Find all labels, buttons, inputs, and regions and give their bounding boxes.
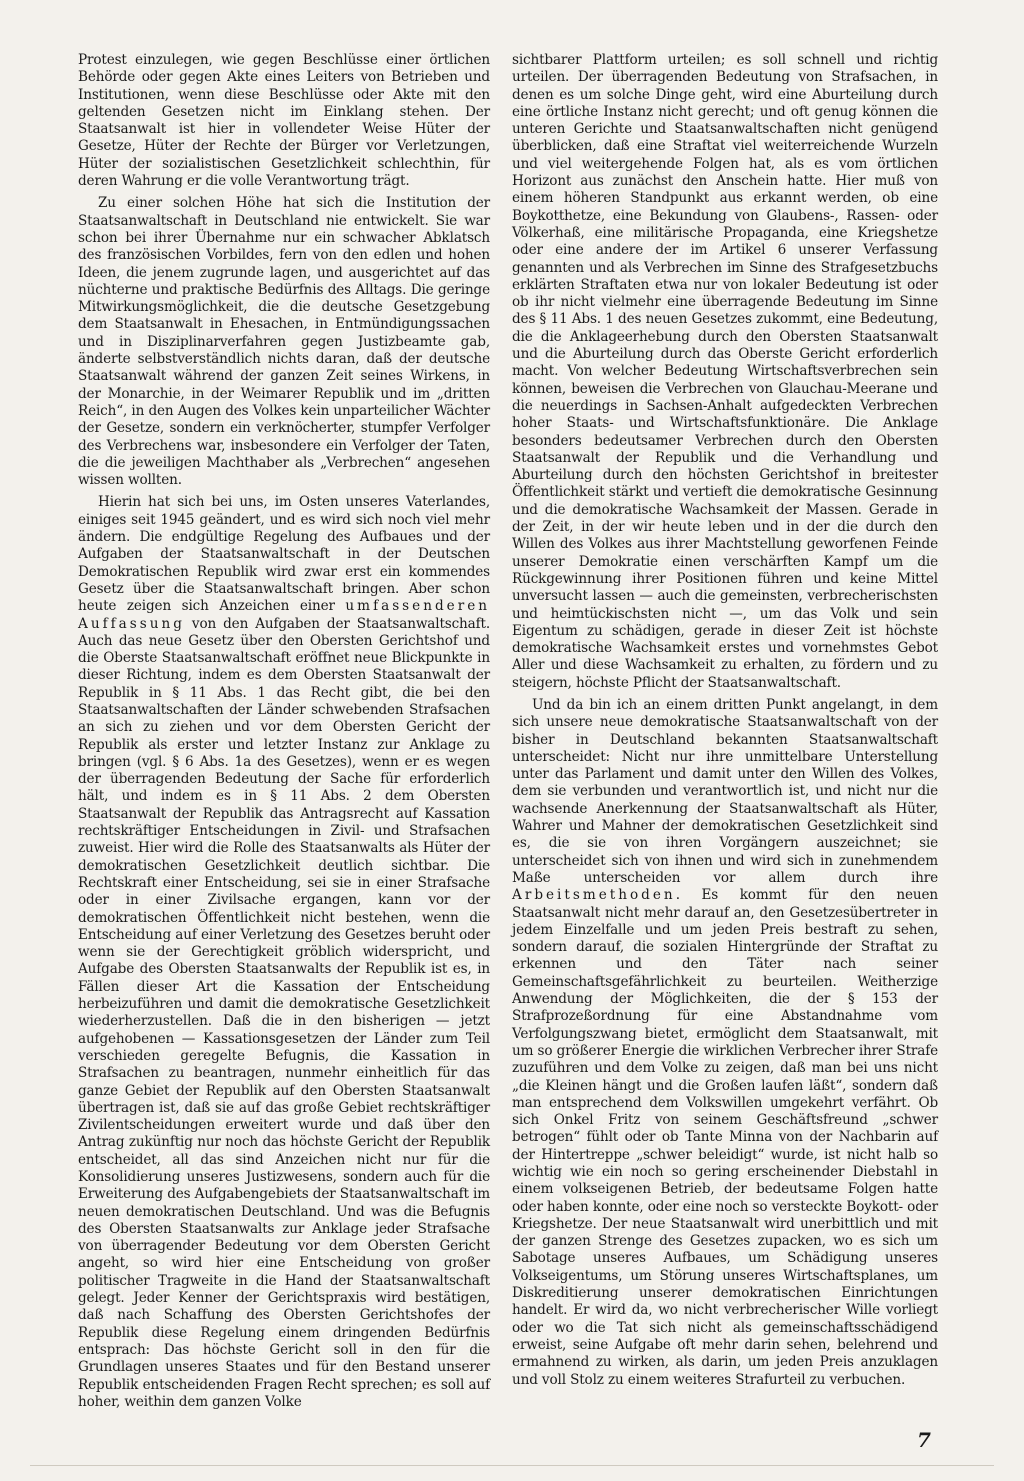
bottom-rule xyxy=(30,1465,994,1466)
paragraph: sichtbarer Plattform urteilen; es soll schnell und richtig urteilen. Der überragenden Bedeutung von Strafsachen, in denen es um solche Dinge geht, wird eine Aburteilung durch eine örtliche Instanz nicht gerecht; und oft genug können die unteren Gerichte und Staatsanwaltschaften nicht genügend überblicken, daß eine Straftat viel weiterreichende Wurzeln und viel weitergehende Folgen hat, als es vom örtlichen Horizont aus zunächst den Anschein hatte. Hier muß von einem höheren Standpunkt aus erkannt werden, ob eine Boykotthetze, eine Bekundung von Glaubens-, Rassen- oder Völkerhaß, eine militärische Propaganda, eine Kriegshetze oder eine andere der im Artikel 6 unserer Verfassung genannten und als Verbrechen im Sinne des Strafgesetzbuchs erklärten Straftaten etwa nur von lokaler Bedeutung ist oder ob ihr nicht vielmehr eine überragende Bedeutung im Sinne des § 11 Abs. 1 des neuen Gesetzes zukommt, eine Bedeutung, die die Anklageerhebung durch den Obersten Staatsanwalt und die Aburteilung durch das Oberste Gericht erforderlich macht. Von welcher Bedeutung Wirtschaftsverbrechen sein können, beweisen die Verbrechen von Glauchau-Meerane und die neuerdings in Sachsen-Anhalt aufgedeckten Verbrechen hoher Staats- und Wirtschaftsfunktionäre. Die Anklage besonders bedeutsamer Verbrechen durch den Obersten Staatsanwalt der Republik und die Verhandlung und Aburteilung durch den höchsten Gerichtshof in breitester Öffentlichkeit stärkt und vertieft die demokratische Gesinnung und die demokratische Wachsamkeit der Massen. Gerade in der Zeit, in der wir heute leben und in der die durch den Willen des Volkes aus ihrer Machtstellung geworfenen Feinde unserer Demokratie einen verschärften Kampf um die Rückgewinnung ihrer Positionen führen und keine Mittel unversucht lassen — auch die gemeinsten, verbrecherischsten und heimtückischsten nicht —, um das Volk und sein Eigentum zu schädigen, gerade in dieser Zeit ist höchste demokratische Wachsamkeit erstes und vornehmstes Gebot Aller und diese Wachsamkeit zu erhalten, zu fördern und zu steigern, höchste Pflicht der Staatsanwaltschaft. xyxy=(512,52,938,691)
text-run: Hierin hat sich bei uns, im Osten unseres Vaterlandes, einiges seit 1945 geändert, und es wird sich noch viel mehr ändern. Die endgültige Regelung des Aufbaues und der Aufgaben der Staatsanwaltschaft in der Deutschen Demokratischen Republik wird zwar erst ein kommendes Gesetz über die Staatsanwaltschaft bringen. Aber schon heute zeigen sich Anzeichen einer xyxy=(78,494,490,615)
paragraph: Zu einer solchen Höhe hat sich die Institution der Staatsanwaltschaft in Deutschland nie entwickelt. Sie war schon bei ihrer Übernahme nur ein schwacher Abklatsch des französischen Vorbildes, fern von den edlen und hohen Ideen, die jenem zugrunde lagen, und ausgerichtet auf das nüchterne und praktische Bedürfnis des Alltags. Die geringe Mitwirkungsmöglichkeit, die die deutsche Gesetzgebung dem Staatsanwalt in Ehesachen, in Entmündigungssachen und in Disziplinarverfahren gegen Justizbeamte gab, änderte selbstverständlich nichts daran, daß der deutsche Staatsanwalt während der ganzen Zeit seines Wirkens, in der Monarchie, in der Weimarer Republik und im „dritten Reich“, in den Augen des Volkes kein unparteilicher Wächter der Gesetze, sondern ein verknöcherter, stumpfer Verfolger des Verbrechens war, insbesondere ein Verfolger der Taten, die die jeweiligen Machthaber als „Verbrechen“ angesehen wissen wollten. xyxy=(78,195,490,489)
text-run: . Es kommt für den neuen Staatsanwalt nicht mehr darauf an, den Gesetzesübertreter in jedem Einzelfalle und um jeden Preis bestraft zu sehen, sondern darauf, die sozialen Hintergründe der Straftat zu erkennen und den Täter nach seiner Gemeinschaftsgefährlichkeit zu beurteilen. Weitherzige Anwendung der Möglichkeiten, die der § 153 der Strafprozeßordnung für eine Abstandnahme vom Verfolgungszwang bietet, ermöglicht dem Staatsanwalt, mit um so größerer Energie die wirklichen Verbrecher ihrer Strafe zuzuführen und dem Volke zu zeigen, daß man bei uns nicht „die Kleinen hängt und die Großen laufen läßt“, sondern daß man entsprechend dem Volkswillen umgekehrt verfährt. Ob sich Onkel Fritz von seinem Geschäftsfreund „schwer betrogen“ fühlt oder ob Tante Minna von der Nachbarin auf der Hintertreppe „schwer beleidigt“ wurde, ist nicht halb so wichtig wie ein noch so gering erscheinender Diebstahl in einem volkseigenen Betrieb, der bedeutsame Folgen hatte oder haben konnte, oder eine noch so versteckte Boykott- oder Kriegshetze. Der neue Staatsanwalt wird unerbittlich und mit der ganzen Strenge des Gesetzes zupacken, wo es sich um Sabotage unseres Aufbaues, um Schädigung unseres Volkseigentums, um Störung unseres Wirtschaftsplanes, um Diskreditierung unserer demokratischen Einrichtungen handelt. Er wird da, wo nicht verbrecherischer Wille vorliegt oder wo die Tat sich nicht als gemeinschaftsschädigend erweist, seine Aufgabe oft mehr darin sehen, belehrend und ermahnend zu wirken, als darin, um jeden Preis anzuklagen und voll Stolz zu einem weiteres Strafurteil zu verbuchen. xyxy=(512,887,938,1388)
right-column xyxy=(512,52,938,1389)
spaced-emphasis: umfassenderen Auffassung xyxy=(78,598,490,632)
text-run: von den Aufgaben der Staatsanwaltschaft. Auch das neue Gesetz über den Obersten Gerichtshof und die Oberste Staatsanwaltschaft eröffnet neue Blickpunkte in dieser Richtung, indem es dem Obersten Staatsanwalt der Republik in § 11 Abs. 1 das Recht gibt, die bei den Staatsanwaltschaften der Länder schwebenden Strafsachen an sich zu ziehen und vor dem Obersten Gericht der Republik als erster und letzter Instanz zur Anklage zu bringen (vgl. § 6 Abs. 1a des Gesetzes), wenn er es wegen der überragenden Bedeutung der Sache für erforderlich hält, und indem es in § 11 Abs. 2 dem Obersten Staatsanwalt der Republik das Antragsrecht auf Kassation rechtskräftiger Entscheidungen in Zivil- und Strafsachen zuweist. Hier wird die Rolle des Staatsanwalts als Hüter der demokratischen Gesetzlichkeit deutlich sichtbar. Die Rechtskraft einer Entscheidung, sei sie in einer Strafsache oder in einer Zivilsache ergangen, kann vor der demokratischen Öffentlichkeit nicht bestehen, wenn die Entscheidung auf einer Verletzung des Gesetzes beruht oder wenn sie der Gerechtigkeit gröblich widerspricht, und Aufgabe des Obersten Staatsanwalts der Republik ist es, in Fällen dieser Art die Kassation der Entscheidung herbeizuführen und damit die demokratische Gesetzlichkeit wiederherzustellen. Daß die in den bisherigen — jetzt aufgehobenen — Kassationsgesetzen der Länder zum Teil verschieden geregelte Befugnis, die Kassation in Strafsachen zu beantragen, nunmehr einheitlich für das ganze Gebiet der Republik auf den Obersten Staatsanwalt übertragen ist, daß sie auf das große Gebiet rechtskräftiger Zivilentscheidungen erweitert wurde und daß über den Antrag zukünftig nur noch das höchste Gericht der Republik entscheidet, all das sind Anzeichen nicht nur für die Konsolidierung unseres Justizwesens, sondern auch für die Erweiterung des Aufgabengebiets der Staatsanwaltschaft im neuen demokratischen Deutschland. Und was die Befugnis des Obersten Staatsanwalts zur Anklage jeder Strafsache von überragender Bedeutung vor dem Obersten Gericht angeht, so wird hier eine Entscheidung von großer politischer Tragweite in die Hand der Staatsanwaltschaft gelegt. Jeder Kenner der Gerichtspraxis wird bestätigen, daß nach Schaffung des Obersten Gerichtshofes der Republik diese Regelung einem dringenden Bedürfnis entsprach: Das höchste Gericht soll in den für die Grundlagen unseres Staates und für den Bestand unserer Republik entscheidenden Fragen Recht sprechen; es soll auf hoher, weithin dem ganzen Volke xyxy=(78,615,490,1410)
paragraph xyxy=(78,494,490,1411)
paragraph: Protest einzulegen, wie gegen Beschlüsse einer örtlichen Behörde oder gegen Akte eines Leiters von Betrieben und Institutionen, wenn diese Beschlüsse oder Akte mit den geltenden Gesetzen nicht im Einklang stehen. Der Staatsanwalt ist hier in vollendeter Weise Hüter der Gesetze, Hüter der Rechte der Bürger vor Verletzungen, Hüter der sozialistischen Gesetzlichkeit schlechthin, für deren Wahrung er die volle Verantwortung trägt. xyxy=(78,52,490,190)
spaced-emphasis: Arbeitsmethoden xyxy=(512,887,676,904)
page-number: 7 xyxy=(917,1428,931,1452)
paragraph xyxy=(512,697,938,1389)
left-column xyxy=(78,52,490,1411)
text-run: Und da bin ich an einem dritten Punkt angelangt, in dem sich unsere neue demokratische Staatsanwaltschaft von der bisher in Deutschland bekannten Staatsanwaltschaft unterscheidet: Nicht nur ihre unmittelbare Unterstellung unter das Parlament und damit unter den Willen des Volkes, dem sie verbunden und verantwortlich ist, und nicht nur die wachsende Anerkennung der Staatsanwaltschaft als Hüter, Wahrer und Mahner der demokratischen Gesetzlichkeit sind es, die sie von ihren Vorgängern auszeichnet; sie unterscheidet sich von ihnen und wird sich in zunehmendem Maße unterscheiden vor allem durch ihre xyxy=(512,696,938,886)
